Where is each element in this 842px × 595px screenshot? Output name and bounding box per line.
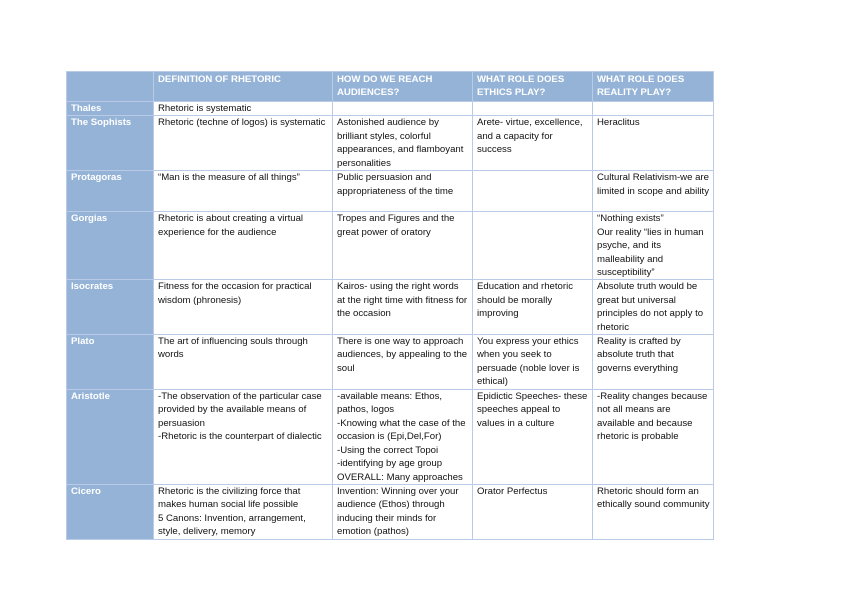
cell-definition [154,116,333,171]
cell-ethics [473,390,593,485]
cell-definition [154,390,333,485]
table-row [67,335,714,390]
cell-reality [593,280,714,335]
cell-text: Public persuasion and appropriateness of the time [337,172,454,197]
cell-ethics [473,102,593,116]
cell-definition [154,212,333,280]
cell-text: Invention: Winning over your audience (Ethos) through inducing their minds for emotion (pathos) [337,486,459,538]
cell-text: Absolute truth would be great but universal principles do not apply to rhetoric [597,281,704,333]
header-definition: DEFINITION OF RHETORIC [154,72,333,102]
cell-text: Tropes and Figures and the great power of oratory [337,213,455,238]
cell-text: Fitness for the occasion for practical wisdom (phronesis) [158,281,312,306]
cell-text: Rhetoric is systematic [158,103,252,114]
header-ethics: WHAT ROLE DOES ETHICS PLAY? [473,72,593,102]
cell-audiences [333,335,473,390]
cell-audiences [333,485,473,540]
cell-reality [593,485,714,540]
cell-definition [154,280,333,335]
cell-definition [154,102,333,116]
cell-text: Heraclitus [597,117,640,129]
cell-text: -available means: Ethos, pathos, logos -Knowing what the case of the occasion is (Epi,Del,For) -Using the correct Topoi -identifying by age group OVERALL: Many approaches [337,391,466,483]
table-row [67,212,714,280]
cell-audiences [333,171,473,212]
cell-text: There is one way to approach audiences, by appealing to the soul [337,336,468,374]
cell-text: Orator Perfectus [477,486,548,498]
cell-audiences [333,212,473,280]
cell-ethics [473,280,593,335]
cell-ethics [473,171,593,212]
cell-text: Arete- virtue, excellence, and a capacity for success [477,117,583,156]
table-row [67,485,714,540]
cell-reality [593,212,714,280]
table-row [67,116,714,171]
cell-text: -Reality changes because not all means are available and because rhetoric is probable [597,391,708,443]
header-reality: WHAT ROLE DOES REALITY PLAY? [593,72,714,102]
cell-text: Rhetoric should form an ethically sound community [597,486,710,511]
table-row [67,171,714,212]
row-heading-gorgias: Gorgias [67,212,154,280]
cell-text: You express your ethics when you seek to persuade (noble lover is ethical) [477,336,580,388]
cell-text: Rhetoric is the civilizing force that makes human social life possible 5 Canons: Invention, arrangement, style, delivery, memory [158,486,306,538]
cell-definition [154,171,333,212]
cell-text: Astonished audience by brilliant styles, colorful appearances, and flamboyant personalities [337,117,464,169]
cell-audiences [333,390,473,485]
row-heading-aristotle: Aristotle [67,390,154,485]
header-row [67,72,714,102]
table-row [67,390,714,485]
cell-text: Kairos- using the right words at the right time with fitness for the occasion [337,281,468,320]
cell-reality [593,102,714,116]
row-heading-plato: Plato [67,335,154,390]
cell-text: “Nothing exists” Our reality “lies in human psyche, and its malleability and susceptibility” [597,213,704,279]
header-audiences: HOW DO WE REACH AUDIENCES? [333,72,473,102]
row-heading-thales: Thales [67,102,154,116]
cell-ethics [473,116,593,171]
cell-reality [593,171,714,212]
row-heading-cicero: Cicero [67,485,154,540]
cell-ethics [473,335,593,390]
cell-definition [154,485,333,540]
cell-audiences [333,116,473,171]
cell-reality [593,335,714,390]
cell-audiences [333,102,473,116]
row-heading-sophists: The Sophists [67,116,154,171]
cell-text: “Man is the measure of all things” [158,172,300,184]
table-row [67,280,714,335]
cell-text: The art of influencing souls through words [158,336,308,361]
table-row [67,102,714,116]
header-corner [67,72,154,102]
cell-ethics [473,485,593,540]
cell-text: Education and rhetoric should be morally improving [477,281,573,320]
cell-text: Cultural Relativism-we are limited in scope and ability [597,172,709,197]
cell-ethics [473,212,593,280]
cell-definition [154,335,333,390]
cell-audiences [333,280,473,335]
row-heading-protagoras: Protagoras [67,171,154,212]
row-heading-isocrates: Isocrates [67,280,154,335]
cell-text: Reality is crafted by absolute truth that governs everything [597,336,681,374]
cell-text: -The observation of the particular case provided by the available means of persuasion -Rhetoric is the counterpart of dialectic [158,391,322,443]
cell-text: Rhetoric (techne of logos) is systematic [158,117,326,129]
cell-text: Epidictic Speeches- these speeches appeal to values in a culture [477,391,588,429]
cell-text: Rhetoric is about creating a virtual experience for the audience [158,213,304,238]
cell-reality [593,390,714,485]
cell-reality [593,116,714,171]
rhetoric-comparison-table [66,71,714,540]
